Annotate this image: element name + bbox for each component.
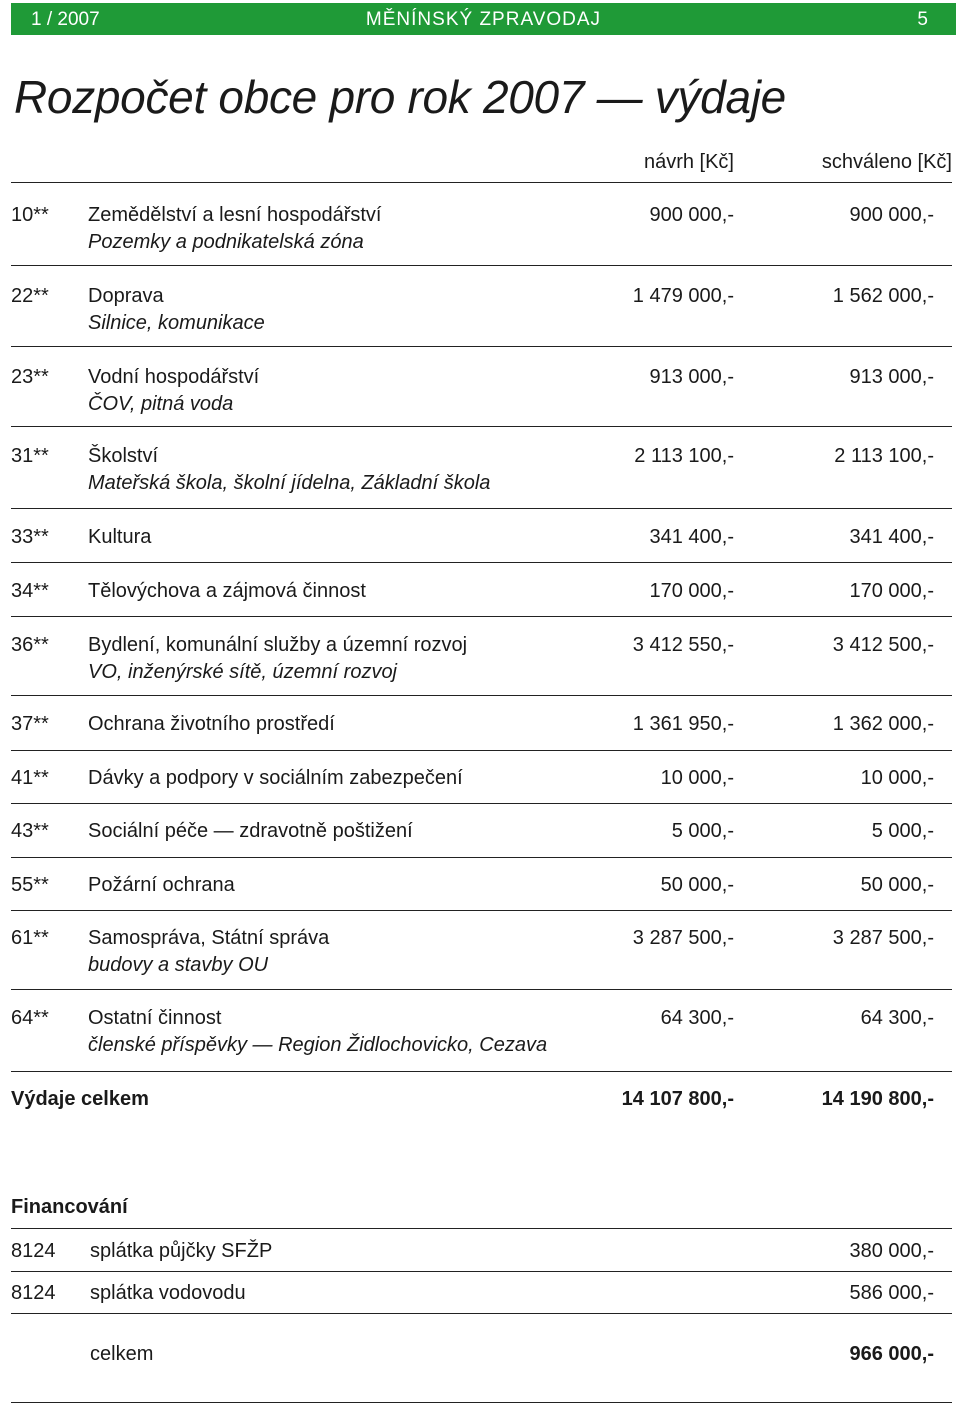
row-label: Zemědělství a lesní hospodářství [88,204,382,226]
row-proposal: 341 400,- [649,526,734,548]
row-code: 41** [11,767,49,789]
row-proposal: 10 000,- [660,767,734,789]
row-sublabel: Pozemky a podnikatelská zóna [88,231,364,253]
row-approved: 1 362 000,- [832,713,934,735]
divider [11,750,952,751]
row-proposal: 3 412 550,- [632,634,734,656]
column-header-proposal: návrh [Kč] [643,151,734,173]
divider [11,1228,952,1229]
row-code: 34** [11,580,49,602]
row-proposal: 900 000,- [649,204,734,226]
row-code: 22** [11,285,49,307]
row-approved: 64 300,- [860,1007,934,1029]
row-approved: 50 000,- [860,874,934,896]
financing-code: 8124 [11,1240,56,1262]
row-code: 33** [11,526,49,548]
row-sublabel: členské příspěvky — Region Židlochovicko, Cezava [88,1034,548,1056]
row-proposal: 3 287 500,- [632,927,734,949]
row-label: Samospráva, Státní správa [88,927,330,949]
row-approved: 10 000,- [860,767,934,789]
row-approved: 1 562 000,- [832,285,934,307]
financing-sum-label: celkem [90,1343,154,1365]
row-label: Vodní hospodářství [88,366,260,388]
row-label: Tělovýchova a zájmová činnost [88,580,366,602]
row-label: Bydlení, komunální služby a územní rozvoj [88,634,468,656]
page-number: 5 [917,9,928,30]
total-label: Výdaje celkem [11,1088,149,1110]
row-proposal: 913 000,- [649,366,734,388]
financing-sum-value: 966 000,- [849,1343,934,1365]
row-code: 37** [11,713,49,735]
row-approved: 900 000,- [849,204,934,226]
divider [11,265,952,266]
divider [11,803,952,804]
row-sublabel: budovy a stavby OU [88,954,269,976]
divider [11,346,952,347]
row-label: Dávky a podpory v sociálním zabezpečení [88,767,463,789]
divider [11,910,952,911]
divider [11,989,952,990]
row-code: 55** [11,874,49,896]
row-sublabel: Silnice, komunikace [88,312,265,334]
total-proposal: 14 107 800,- [621,1088,734,1110]
row-code: 61** [11,927,49,949]
row-label: Ostatní činnost [88,1007,222,1029]
row-approved: 170 000,- [849,580,934,602]
column-header-approved: schváleno [Kč] [821,151,952,173]
row-code: 10** [11,204,49,226]
divider [11,182,952,183]
divider [11,1271,952,1272]
row-label: Školství [88,445,159,467]
divider [11,1402,952,1403]
row-label: Ochrana životního prostředí [88,713,335,735]
issue-number: 1 / 2007 [31,9,100,30]
row-proposal: 1 479 000,- [632,285,734,307]
divider [11,508,952,509]
divider [11,616,952,617]
row-label: Doprava [88,285,164,307]
row-code: 31** [11,445,49,467]
financing-label: splátka půjčky SFŽP [90,1240,273,1262]
row-approved: 3 412 500,- [832,634,934,656]
financing-value: 380 000,- [849,1240,934,1262]
divider [11,562,952,563]
row-approved: 5 000,- [871,820,934,842]
row-code: 23** [11,366,49,388]
divider [11,1071,952,1072]
row-proposal: 2 113 100,- [634,445,734,467]
row-sublabel: VO, inženýrské sítě, územní rozvoj [88,661,398,683]
financing-value: 586 000,- [849,1282,934,1304]
row-approved: 3 287 500,- [832,927,934,949]
row-proposal: 5 000,- [671,820,734,842]
publication-name: MĚNÍNSKÝ ZPRAVODAJ [365,9,602,30]
row-sublabel: Mateřská škola, školní jídelna, Základní škola [88,472,491,494]
financing-heading: Financování [11,1196,128,1218]
row-proposal: 64 300,- [660,1007,734,1029]
row-code: 64** [11,1007,49,1029]
financing-code: 8124 [11,1282,56,1304]
row-proposal: 1 361 950,- [632,713,734,735]
financing-label: splátka vodovodu [90,1282,246,1304]
row-code: 43** [11,820,49,842]
row-code: 36** [11,634,49,656]
row-label: Kultura [88,526,152,548]
page-title: Rozpočet obce pro rok 2007 — výdaje [14,71,786,123]
divider [11,857,952,858]
row-approved: 341 400,- [849,526,934,548]
row-label: Požární ochrana [88,874,235,896]
row-approved: 2 113 100,- [834,445,934,467]
row-proposal: 170 000,- [649,580,734,602]
row-approved: 913 000,- [849,366,934,388]
row-label: Sociální péče — zdravotně poštižení [88,820,413,842]
divider [11,695,952,696]
total-approved: 14 190 800,- [821,1088,934,1110]
divider [11,1313,952,1314]
header-bar [11,3,956,35]
row-proposal: 50 000,- [660,874,734,896]
row-sublabel: ČOV, pitná voda [88,393,234,415]
divider [11,426,952,427]
